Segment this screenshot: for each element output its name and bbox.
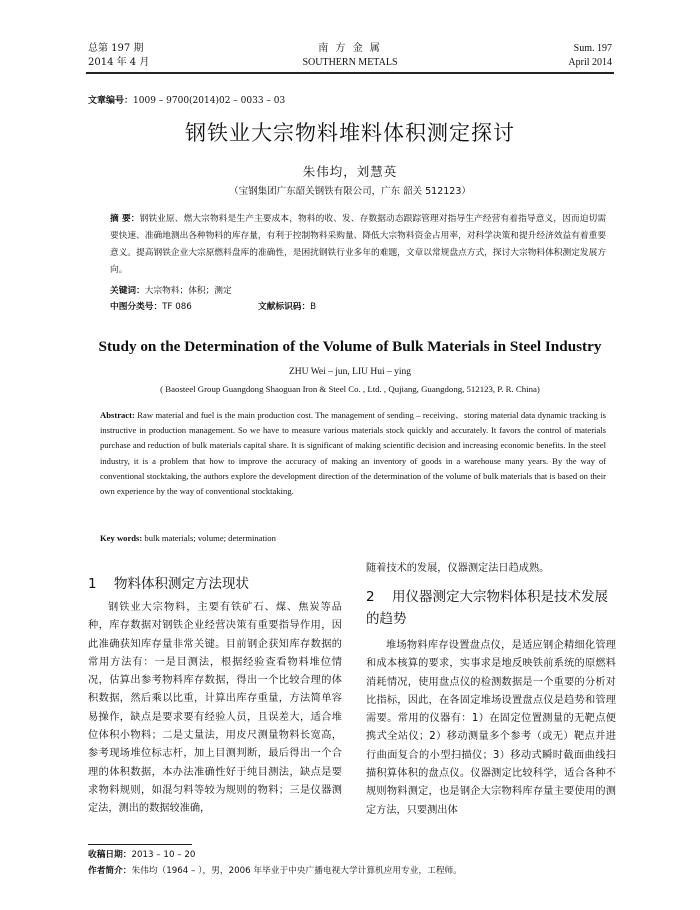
author-info-label: 作者简介： [88,866,132,876]
clc-value: TF 086 [162,302,192,312]
clc-line [110,300,192,315]
header-date-cn: 2014 年 4 月 [88,57,150,68]
header-journal-cn: 南 方 金 属 [318,43,382,54]
keywords-cn-line [110,284,232,299]
article-id: 1009 – 9700(2014)02 – 0033 – 03 [133,96,286,106]
section-1-title: 物料体积测定方法现状 [114,576,249,592]
received-label: 收稿日期： [88,850,132,860]
doc-code-value: B [310,302,317,312]
abstract-en: Raw material and fuel is the main production cost. The management of sending – receiving、storing material data dynamic tracking is instructive in production management. So we have to measure various materials stock quickly and accurately. It favors the control of materials purchase and reduction of bulk materials capital share. It is significant of making scientific decision and increasing economic benefits. In the steel industry, it is a problem that how to improve the accuracy of making an inventory of goods in a warehouse many years. By the way of conventional stocktaking, the authors explore the development direction of the determination of the volume of bulk materials that is based on their own experience by the way of conventional stocktaking. [100,410,606,497]
doc-code-label: 文献标识码： [258,302,311,312]
title-en: Study on the Determination of the Volume of Bulk Materials in Steel Industry [98,338,602,355]
header-rule [86,72,614,74]
keywords-cn: 大宗物料；体积；测定 [144,286,232,296]
keywords-en-line [100,531,276,546]
article-id-label: 文章编号： [88,96,134,106]
col2-lead: 随着技术的发展，仪器测定法日趋成熟。 [366,563,550,574]
keywords-cn-label: 关键词： [110,286,145,296]
affiliation-cn: （宝钢集团广东韶关钢铁有限公司，广东 韶关 512123） [229,186,471,197]
footnote-rule [88,844,192,845]
keywords-en: bulk materials; volume; determination [144,533,276,543]
section-1-text: 钢铁业大宗物料，主要有铁矿石、煤、焦炭等品种，库存数据对钢铁企业经营决策有重要指导作用，因此准确获知库存量非常关键。目前钢企获知库存数据的常用方法有：一是目测法，根据经验查看物料堆位情况，估算出参考物料库存数据，得出一个比较合理的体积数据，然后乘以比重，计算出库存重量，方法简单容易操作，缺点是要求要有经验人员，且误差大，适合堆位体积小物料；二是丈量法，用皮尺测量物料长宽高，参考现场堆位标志杆，加上目测判断，最后得出一个合理的体积数据，本办法准确性好于纯目测法，缺点是要求物料规则，如混匀料等较为规则的物料；三是仪器测定法，测出的数据较准确， [88,602,342,815]
keywords-en-label: Key words: [100,533,143,543]
section-2-title: 用仪器测定大宗物料体积是技术发展的趋势 [366,589,608,627]
section-1-number: 1 [88,576,97,592]
doc-code-line [258,300,316,315]
abstract-cn-block [110,211,606,279]
header-journal-en: SOUTHERN METALS [302,57,398,68]
authors-cn: 朱伟均，刘慧英 [302,164,398,179]
author-info-line [88,864,462,879]
section-2-number: 2 [366,589,375,605]
header-issue-en: Sum. 197 [573,43,612,54]
received-line [88,848,195,863]
received-date: 2013 – 10 – 20 [131,850,196,860]
section-2-heading [366,586,616,630]
author-info: 朱伟均（1964 – ），男，2006 年毕业于中央广播电视大学计算机应用专业，工程师。 [131,866,462,876]
abstract-cn-label: 摘 要： [110,214,140,224]
affiliation-en: ( Baosteel Group Guangdong Shaoguan Iron & Steel Co. , Ltd. , Qujiang, Guangdong, 512123, P. R. China) [160,384,540,394]
title-cn: 钢铁业大宗物料堆料体积测定探讨 [185,121,515,145]
abstract-en-label: Abstract: [100,410,135,420]
clc-label: 中图分类号： [110,302,163,312]
section-1-heading [88,573,249,595]
header-issue-cn: 总第 197 期 [88,43,144,54]
abstract-cn: 钢铁业原、燃大宗物料是生产主要成本，物料的收、发、存数据动态跟踪管理对指导生产经营有着指导意义，因而迫切需要快速、准确地测出各种物料的库存量，有利于控制物料采购量、降低大宗物料资金占用率，对科学决策和提升经济效益有着重要意义。提高钢铁企业大宗原燃料盘库的准确性，是困扰钢铁行业多年的难题，文章以常规盘点方式，探讨大宗物料体积测定发展方向。 [110,214,607,275]
article-id-line [88,94,285,109]
section-2-text: 堆场物料库存设置盘点仪，是适应钢企精细化管理和成本核算的要求，实事求是地反映铁前系统的原燃料消耗情况，使用盘点仪的检测数据是一个重要的分析对比指标，因此，在各固定堆场设置盘点仪是趋势和管理需要。常用的仪器有：1）在固定位置测量的无靶点便携式全站仪；2）移动测量多个参考（或无）靶点并进行曲面复合的小型扫描仪；3）移动式瞬时截面曲线扫描积算体积的盘点仪。仪器测定比较科学，适合各种不规则物料测定，也是钢企大宗物料库存量主要使用的测定方法，只要测出体 [366,640,616,816]
abstract-en-block [100,408,606,499]
header-date-en: April 2014 [568,57,612,68]
authors-en: ZHU Wei – jun, LIU Hui – ying [288,367,412,377]
